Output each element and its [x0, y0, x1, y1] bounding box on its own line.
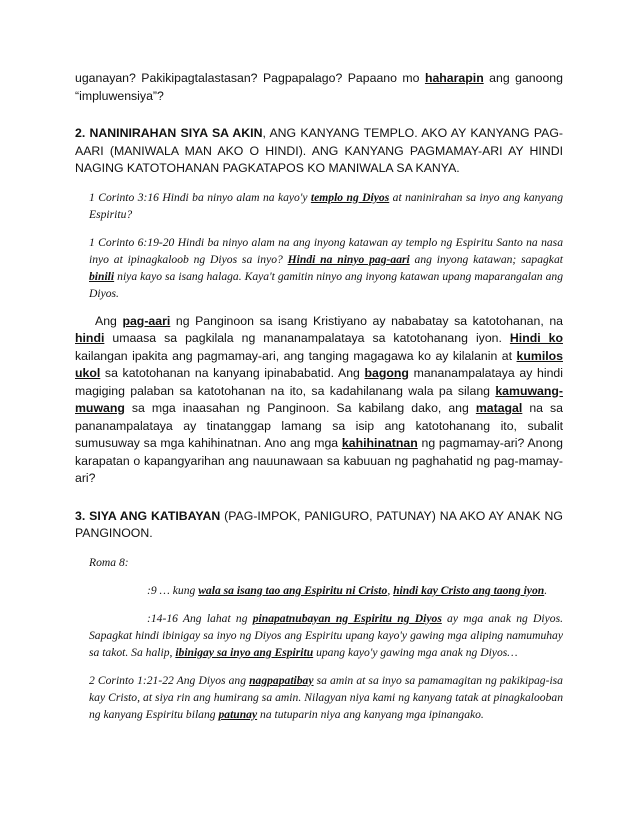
text: ang inyong katawan; sapagkat	[409, 252, 563, 266]
underlined-term: Hindi na ninyo pag-aari	[287, 252, 410, 266]
underlined-term: pinapatnubayan ng Espiritu ng Diyos	[252, 611, 442, 625]
section-2-subtitle: , ANG KANYANG TEMPLO. AKO AY KANYANG PAG-AARI (MANIWALA MAN AKO O HINDI). ANG KANYANG PAGMAMAY-ARI AY HINDI NAGING KATOTOHANAN PAGKATAPOS KO MANIWALA SA KANYA.	[75, 126, 563, 175]
verse-1-corinto-3-16	[75, 189, 563, 223]
roma-8-label: Roma 8:	[89, 555, 129, 569]
section-2-body	[75, 313, 563, 488]
section-3-heading	[75, 508, 563, 543]
text: umaasa sa pagkilala ng mananampalataya sa katotohanang iyon.	[104, 331, 510, 345]
text: mananampalataya ay hindi magiging palaban sa katotohanan na ito, sa kadahilanang wala pa silang	[75, 366, 563, 398]
underlined-term: pag-aari	[122, 313, 171, 328]
underlined-term: haharapin	[424, 71, 484, 85]
underlined-term: binili	[89, 269, 115, 283]
text: ng Panginoon sa isang Kristiyano ay nababatay sa katotohanan, na	[170, 313, 563, 328]
intro-paragraph	[75, 70, 563, 105]
section-3-title: 3. SIYA ANG KATIBAYAN	[75, 508, 221, 523]
underlined-term: kahihinatnan	[341, 436, 418, 450]
section-3-subtitle: (PAG-IMPOK, PANIGURO, PATUNAY) NA AKO AY ANAK NG PANGINOON.	[75, 508, 563, 540]
text: :9 … kung	[147, 583, 199, 597]
underlined-term: matagal	[475, 401, 523, 415]
verse-2-corinto-1-21	[75, 672, 563, 723]
section-2-heading	[75, 125, 563, 178]
text: na sa pananampalataya ay tinatanggap lamang sa isip ang katotohanang ito, subalit sumusuway sa mga kahihinatnan. Ano ang mga	[75, 401, 563, 450]
text: 2 Corinto 1:21-22 Ang Diyos ang	[89, 673, 250, 687]
text: na tutuparin niya ang kanyang mga ipinangako.	[257, 707, 484, 721]
text: upang kayo'y gawing mga anak ng Diyos…	[313, 645, 518, 659]
underlined-term: templo ng Diyos	[310, 190, 390, 204]
text: uganayan? Pakikipagtalastasan? Pagpapalago? Papaano mo	[75, 71, 425, 85]
underlined-term: bagong	[364, 366, 409, 380]
underlined-term: Hindi ko	[509, 331, 563, 345]
verse-roma-8-9	[75, 582, 563, 599]
underlined-term: hindi	[75, 331, 105, 345]
underlined-term: kumilos ukol	[75, 348, 563, 380]
verse-roma-8-14	[75, 610, 563, 661]
text: niya kayo sa isang halaga. Kaya't gamitin ninyo ang inyong katawan upang maparangalan ang Diyos.	[89, 269, 563, 300]
text: Ang	[95, 313, 123, 328]
text: 1 Corinto 3:16 Hindi ba ninyo alam na kayo'y	[89, 190, 311, 204]
text: ,	[387, 583, 394, 597]
text: sa mga inaasahan ng Panginoon. Sa kabilang dako, ang	[124, 401, 476, 415]
text: .	[544, 583, 548, 597]
text: sa katotohanan na kanyang ipinababatid. Ang	[100, 366, 365, 380]
text: ang ganoong “impluwensiya”?	[75, 71, 563, 103]
section-2-title: 2. NANINIRAHAN SIYA SA AKIN	[75, 126, 263, 140]
underlined-term: kamuwang-muwang	[75, 383, 563, 415]
underlined-term: hindi kay Cristo ang taong iyon	[393, 583, 545, 597]
text: at naninirahan sa inyo ang kanyang Espiritu?	[89, 190, 563, 221]
text: kailangan ipakita ang pagmamay-ari, ang tanging magagawa ko ay kilalanin at	[75, 348, 517, 363]
underlined-term: wala sa isang tao ang Espiritu ni Cristo	[198, 583, 388, 597]
underlined-term: ibinigay sa inyo ang Espiritu	[175, 645, 314, 659]
verse-1-corinto-6-19	[75, 234, 563, 302]
underlined-term: nagpapatibay	[249, 673, 314, 687]
text: :14-16 Ang lahat ng	[147, 611, 253, 625]
text: sa amin at sa inyo sa pamamagitan ng pakikipag-isa kay Cristo, at siya rin ang humirang sa amin. Nilagyan niya kami ng kanyang tatak at pinagkalooban ng kanyang Espiritu bilang	[89, 673, 563, 721]
underlined-term: patunay	[218, 707, 258, 721]
document-page	[75, 70, 563, 723]
text: ay mga anak ng Diyos. Sapagkat hindi ibinigay sa inyo ng Diyos ang Espiritu upang kayo'y gawing mga aliping namumuhay sa takot. Sa halip,	[89, 611, 563, 659]
text: 1 Corinto 6:19-20 Hindi ba ninyo alam na ang inyong katawan ay templo ng Espiritu Santo na nasa inyo at ipinagkaloob ng Diyos sa inyo?	[89, 235, 563, 266]
text: ng pagmamay-ari? Anong karapatan o kapangyarihan ang nauunawaan sa kabuuan ng paghahatid ng pag-mamay-ari?	[75, 436, 563, 485]
